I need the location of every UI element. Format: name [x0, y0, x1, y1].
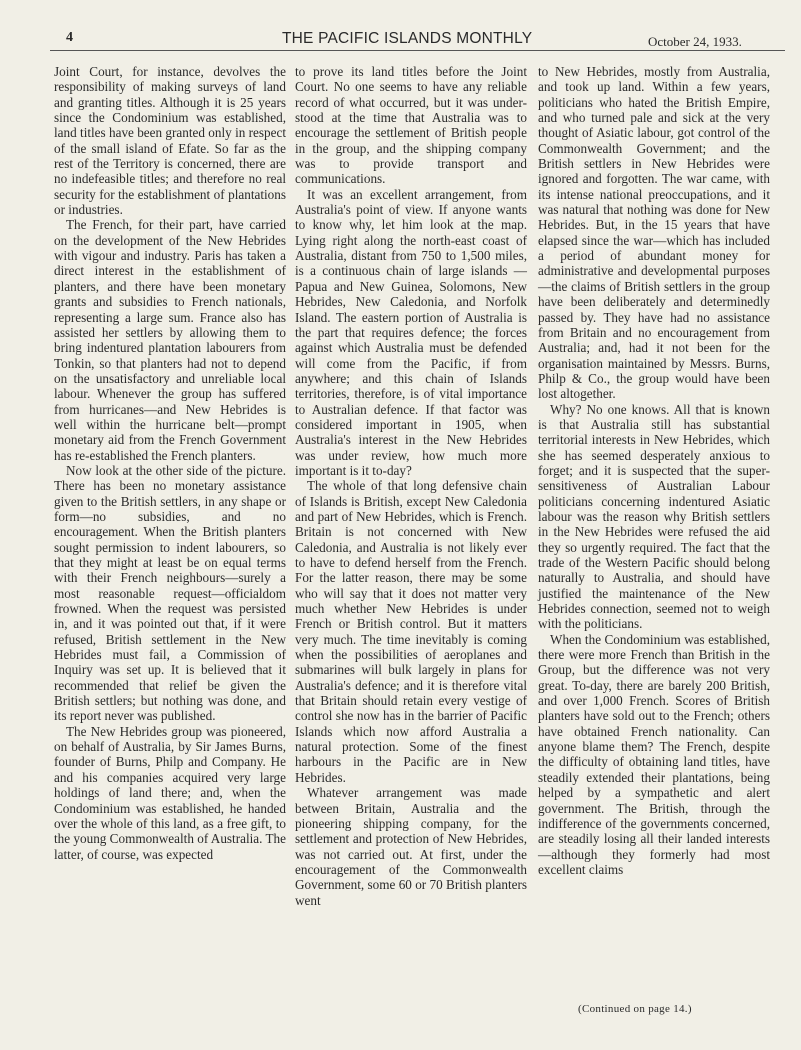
article-column-2	[295, 64, 527, 908]
paragraph: Joint Court, for instance, devolves the responsibility of making surveys of land and granting titles. Although it is 25 years since the Condominium was established, land titles have been granted only in respect of the small island of Efate. So far as the rest of the Territory is concerned, there are no indefeasible titles; and therefore no real security for the establishment of plantations or industries.	[54, 64, 286, 218]
issue-date: October 24, 1933.	[648, 34, 742, 49]
paragraph: to New Hebrides, mostly from Australia, and took up land. Within a few years, politicians who hated the British Empire, and who turned pale and sick at the very thought of Asiatic labour, got control of the Commonwealth Government; and the British settlers in New Hebrides were ignored and forgotten. The war came, with its intense national preoccupations, and it was natural that nothing was done for New Hebrides. But, in the 15 years that have elapsed since the war—which has included a period of abundant money for administrative and developmental purposes—the claims of British settlers in the group have been deliberately and determinedly passed by. They have had no assistance from Britain and no encouragement from Australia; and, had it not been for the organisation maintained by Messrs. Burns, Philp & Co., the group would have been lost altogether.	[538, 64, 770, 402]
paragraph: Why? No one knows. All that is known is that Australia still has substantial territorial interests in New Hebrides, which she has seemed desperately anxious to forget; and it is suspected that the super-sensitiveness of Australian Labour politicians concerning indentured Asiatic labour was the reason why British settlers in the New Hebrides were refused the aid they so urgently required. The fact that the trade of the Western Pacific should belong naturally to Australia, and should have justified the maintenance of the New Hebrides connection, seemed not to weigh with the politicians.	[538, 401, 770, 632]
paragraph: It was an excellent arrangement, from Australia's point of view. If anyone wants to know why, let him look at the map. Lying right along the north-east coast of Australia, distant from 750 to 1,500 miles, is a continuous chain of large islands —Papua and New Guinea, Solomons, New Hebrides, New Caledonia, and Norfolk Island. The eastern portion of Australia is the part that requires defence; the forces against which Australia must be defended will come from the Pacific, if from anywhere; and this chain of Islands territories, therefore, is of vital importance to Australian defence. If that factor was considered important in 1905, when Australia's interest in the New Hebrides was under review, how much more important is it to-day?	[295, 186, 527, 478]
paragraph: The French, for their part, have carried on the development of the New Hebrides with vigour and industry. Paris has taken a direct interest in the establishment of planters, and there have been monetary grants and subsidies to French nationals, representing a large sum. France also has assisted her settlers by allowing them to bring indentured plantation labourers from Tonkin, so that planters had not to depend on the unsatisfactory and unreliable local labour. Whenever the group has suffered from hurricanes—and New Hebrides is well within the hurricane belt—prompt monetary aid from the French Government has re-established the French planters.	[54, 217, 286, 463]
article-column-3	[538, 64, 770, 877]
paragraph: When the Condominium was established, there were more French than British in the Group, but the difference was not very great. To-day, there are barely 200 British, and over 1,000 French. Scores of British planters have sold out to the French; others have obtained French nationality. Can anyone blame them? The French, despite the difficulty of obtaining land titles, have steadily extended their plantations, being helped by a sympathetic and alert government. The British, through the indifference of the governments concerned, are steadily losing all their landed interests—although they formerly had most excellent claims	[538, 631, 770, 877]
publication-title: THE PACIFIC ISLANDS MONTHLY	[282, 30, 533, 47]
article-column-1	[54, 64, 286, 862]
paragraph: The New Hebrides group was pioneered, on behalf of Australia, by Sir James Burns, founder of Burns, Philp and Company. He and his companies acquired very large holdings of land there; and, when the Condominium was established, he handed over the whole of this land, as a free gift, to the young Commonwealth of Australia. The latter, of course, was expected	[54, 723, 286, 862]
header-rule	[50, 50, 785, 51]
paragraph: Whatever arrangement was made between Britain, Australia and the pioneering shipping company, for the settlement and protection of New Hebrides, was not carried out. At first, under the encouragement of the Commonwealth Government, some 60 or 70 British planters went	[295, 785, 527, 908]
page-header	[0, 0, 801, 50]
paragraph: Now look at the other side of the picture. There has been no monetary assistance given to the British settlers, in any shape or form—no subsidies, and no encouragement. When the British planters sought permission to indent labourers, so that they might at least be on equal terms with their French neighbours—surely a most reasonable request—officialdom frowned. When the request was persisted in, and it was pointed out that, if it were refused, British settlement in the New Hebrides must fail, a Commission of Inquiry was set up. It is believed that it recommended that relief be given the British settlers; but nothing was done, and its report never was published.	[54, 462, 286, 724]
page-number: 4	[66, 30, 73, 45]
paragraph: The whole of that long defensive chain of Islands is British, except New Caledonia and part of New Hebrides, which is French. Britain is not concerned with New Caledonia, and Australia is not likely ever to have to defend herself from the French. For the latter reason, there may be some who will say that it does not matter very much whether New Hebrides is under French or British control. But it matters very much. The time inevitably is coming when the possibilities of aeroplanes and submarines will bulk largely in plans for Australia's defence; and it is therefore vital that Britain should retain every vestige of control she now has in the barrier of Pacific Islands which now afford Australia a natural protection. Some of the finest harbours in the Pacific are in New Hebrides.	[295, 478, 527, 785]
continued-notice: (Continued on page 14.)	[578, 1003, 692, 1015]
paragraph: to prove its land titles before the Joint Court. No one seems to have any reliable record of what occurred, but it was under-stood at the time that Australia was to encourage the settlement of British people in the group, and the shipping company was to provide transport and communications.	[295, 64, 527, 187]
